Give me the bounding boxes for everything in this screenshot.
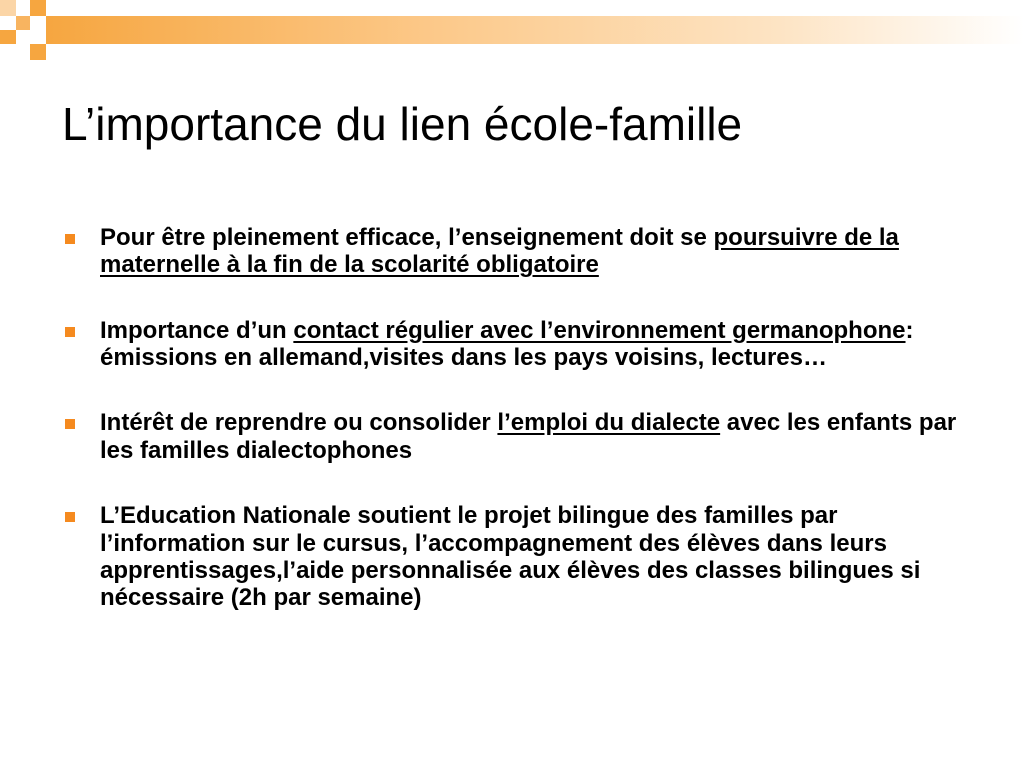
bullet-text [100,502,920,611]
bullet-item [62,409,972,464]
bullet-text-segment: : émissions en allemand,visites dans les pays voisins, lectures… [100,316,914,372]
bullet-item [62,224,972,279]
decor-square [30,0,46,16]
bullet-text-segment: Importance d’un [100,316,294,344]
header-gradient-band [46,16,1024,44]
bullet-text-underlined: poursuivre de la maternelle à la fin de la scolarité obligatoire [100,224,899,279]
orange-square-bullet-icon [65,234,75,244]
orange-square-bullet-icon [65,419,75,429]
bullet-text [100,409,956,463]
bullet-item [62,502,972,611]
decor-square [0,30,16,44]
decor-square [0,0,16,16]
bullet-text [100,224,899,278]
slide-title: L’importance du lien école-famille [62,98,743,150]
bullet-text-underlined: contact régulier avec l’environnement germanophone [293,316,906,344]
orange-square-bullet-icon [65,327,75,337]
bullet-text-underlined: l’emploi du dialecte [497,409,721,437]
decor-square [30,44,46,60]
bullet-text [100,317,914,371]
bullet-list [62,224,972,650]
bullet-text-segment: Pour être pleinement efficace, l’enseignement doit se [100,224,714,251]
bullet-text-segment: Intérêt de reprendre ou consolider [100,409,498,437]
orange-square-bullet-icon [65,512,75,522]
decor-square [16,16,30,30]
bullet-text-segment: avec les enfants par les familles dialectophones [100,409,957,464]
bullet-item [62,317,972,372]
bullet-text-segment: L’Education Nationale soutient le projet bilingue des familles par l’information sur le cursus, l’accompagnement des élèves dans leurs apprentissages,l’aide personnalisée aux élèves des classes bilingues si nécessaire (2h par semaine) [100,502,921,612]
header-decoration [0,0,1024,60]
